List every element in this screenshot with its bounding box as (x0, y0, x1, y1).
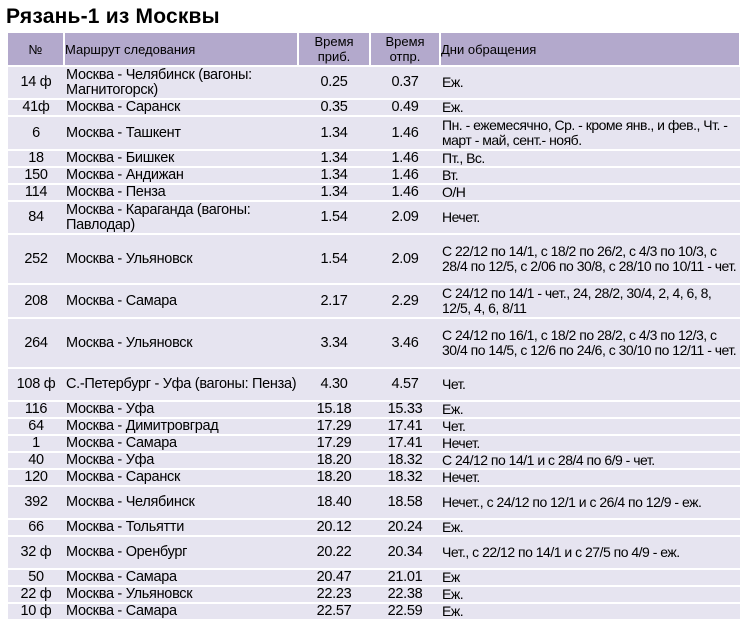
route: Москва - Караганда (вагоны: Павлодар) (64, 201, 298, 234)
train-number: 41ф (8, 99, 64, 116)
operating-days: О/Н (440, 184, 740, 201)
route: Москва - Андижан (64, 167, 298, 184)
operating-days: Нечет. (440, 435, 740, 452)
arrival-time: 1.34 (298, 184, 370, 201)
table-row (8, 401, 740, 418)
route: Москва - Уфа (64, 401, 298, 418)
table-row (8, 569, 740, 586)
train-number: 120 (8, 469, 64, 486)
route: Москва - Самара (64, 435, 298, 452)
operating-days: Еж. (440, 99, 740, 116)
arrival-time: 20.12 (298, 519, 370, 536)
header-route: Маршрут следования (64, 33, 298, 66)
departure-time: 22.59 (370, 603, 440, 620)
train-number: 10 ф (8, 603, 64, 620)
header-days: Дни обращения (440, 33, 740, 66)
arrival-time: 22.57 (298, 603, 370, 620)
arrival-time: 18.20 (298, 469, 370, 486)
table-row (8, 603, 740, 620)
operating-days: Чет., с 22/12 по 14/1 и с 27/5 по 4/9 - еж. (440, 536, 740, 569)
route: Москва - Саранск (64, 99, 298, 116)
departure-time: 2.09 (370, 234, 440, 284)
table-row (8, 519, 740, 536)
train-number: 108 ф (8, 368, 64, 401)
train-number: 84 (8, 201, 64, 234)
train-number: 66 (8, 519, 64, 536)
operating-days: Чет. (440, 418, 740, 435)
arrival-time: 22.23 (298, 586, 370, 603)
arrival-time: 0.25 (298, 66, 370, 99)
header-number: № (8, 33, 64, 66)
route: Москва - Самара (64, 284, 298, 318)
arrival-time: 17.29 (298, 435, 370, 452)
schedule-body (8, 66, 740, 620)
route: С.-Петербург - Уфа (вагоны: Пенза) (64, 368, 298, 401)
route: Москва - Саранск (64, 469, 298, 486)
operating-days: С 22/12 по 14/1, с 18/2 по 26/2, с 4/3 по 10/3, с 28/4 по 12/5, с 2/06 по 30/8, с 28/10 по 10/11 - чет. (440, 234, 740, 284)
train-number: 1 (8, 435, 64, 452)
departure-time: 0.37 (370, 66, 440, 99)
table-row (8, 318, 740, 368)
departure-time: 21.01 (370, 569, 440, 586)
departure-time: 3.46 (370, 318, 440, 368)
route: Москва - Самара (64, 569, 298, 586)
train-number: 64 (8, 418, 64, 435)
arrival-time: 1.34 (298, 167, 370, 184)
table-row (8, 435, 740, 452)
operating-days: Еж. (440, 586, 740, 603)
arrival-time: 15.18 (298, 401, 370, 418)
route: Москва - Челябинск (вагоны: Магнитогорск) (64, 66, 298, 99)
arrival-time: 1.54 (298, 234, 370, 284)
departure-time: 2.29 (370, 284, 440, 318)
departure-time: 22.38 (370, 586, 440, 603)
operating-days: Еж. (440, 603, 740, 620)
route: Москва - Уфа (64, 452, 298, 469)
table-row (8, 368, 740, 401)
table-row (8, 167, 740, 184)
route: Москва - Тольятти (64, 519, 298, 536)
route: Москва - Пенза (64, 184, 298, 201)
train-number: 208 (8, 284, 64, 318)
departure-time: 1.46 (370, 116, 440, 150)
departure-time: 17.41 (370, 435, 440, 452)
departure-time: 0.49 (370, 99, 440, 116)
table-row (8, 116, 740, 150)
operating-days: Еж. (440, 401, 740, 418)
departure-time: 18.32 (370, 469, 440, 486)
route: Москва - Челябинск (64, 486, 298, 519)
route: Москва - Оренбург (64, 536, 298, 569)
train-number: 392 (8, 486, 64, 519)
arrival-time: 1.34 (298, 116, 370, 150)
departure-time: 4.57 (370, 368, 440, 401)
operating-days: Нечет. (440, 469, 740, 486)
route: Москва - Ташкент (64, 116, 298, 150)
table-row (8, 150, 740, 167)
table-row (8, 469, 740, 486)
operating-days: Пн. - ежемесячно, Ср. - кроме янв., и фев., Чт. - март - май, сент.- нояб. (440, 116, 740, 150)
route: Москва - Ульяновск (64, 318, 298, 368)
table-row (8, 201, 740, 234)
arrival-time: 1.34 (298, 150, 370, 167)
page-title: Рязань-1 из Москвы (6, 5, 220, 28)
train-number: 50 (8, 569, 64, 586)
operating-days: С 24/12 по 14/1 и с 28/4 по 6/9 - чет. (440, 452, 740, 469)
departure-time: 1.46 (370, 150, 440, 167)
departure-time: 17.41 (370, 418, 440, 435)
train-number: 116 (8, 401, 64, 418)
arrival-time: 20.47 (298, 569, 370, 586)
route: Москва - Димитровград (64, 418, 298, 435)
train-number: 264 (8, 318, 64, 368)
table-row (8, 99, 740, 116)
table-row (8, 452, 740, 469)
arrival-time: 3.34 (298, 318, 370, 368)
departure-time: 2.09 (370, 201, 440, 234)
schedule-table (8, 33, 741, 621)
operating-days: Еж (440, 569, 740, 586)
operating-days: Еж. (440, 519, 740, 536)
operating-days: Еж. (440, 66, 740, 99)
arrival-time: 18.40 (298, 486, 370, 519)
table-row (8, 486, 740, 519)
table-row (8, 536, 740, 569)
train-number: 40 (8, 452, 64, 469)
train-number: 14 ф (8, 66, 64, 99)
header-arrival: Время приб. (298, 33, 370, 66)
header-departure: Время отпр. (370, 33, 440, 66)
operating-days: С 24/12 по 16/1, с 18/2 по 28/2, с 4/3 по 12/3, с 30/4 по 14/5, с 12/6 по 24/6, с 30/10 по 12/11 - чет. (440, 318, 740, 368)
arrival-time: 17.29 (298, 418, 370, 435)
train-number: 22 ф (8, 586, 64, 603)
operating-days: Нечет., с 24/12 по 12/1 и с 26/4 по 12/9 - еж. (440, 486, 740, 519)
table-row (8, 586, 740, 603)
route: Москва - Ульяновск (64, 586, 298, 603)
train-number: 252 (8, 234, 64, 284)
route: Москва - Бишкек (64, 150, 298, 167)
departure-time: 18.58 (370, 486, 440, 519)
operating-days: Нечет. (440, 201, 740, 234)
departure-time: 20.24 (370, 519, 440, 536)
operating-days: Пт., Вс. (440, 150, 740, 167)
table-row (8, 284, 740, 318)
departure-time: 1.46 (370, 184, 440, 201)
route: Москва - Самара (64, 603, 298, 620)
operating-days: С 24/12 по 14/1 - чет., 24, 28/2, 30/4, 2, 4, 6, 8, 12/5, 4, 6, 8/11 (440, 284, 740, 318)
train-number: 150 (8, 167, 64, 184)
arrival-time: 20.22 (298, 536, 370, 569)
route: Москва - Ульяновск (64, 234, 298, 284)
train-number: 114 (8, 184, 64, 201)
operating-days: Вт. (440, 167, 740, 184)
train-number: 18 (8, 150, 64, 167)
table-row (8, 66, 740, 99)
departure-time: 1.46 (370, 167, 440, 184)
arrival-time: 0.35 (298, 99, 370, 116)
table-row (8, 234, 740, 284)
table-row (8, 418, 740, 435)
departure-time: 18.32 (370, 452, 440, 469)
operating-days: Чет. (440, 368, 740, 401)
departure-time: 15.33 (370, 401, 440, 418)
table-header-row (8, 33, 740, 66)
arrival-time: 1.54 (298, 201, 370, 234)
table-row (8, 184, 740, 201)
train-number: 6 (8, 116, 64, 150)
departure-time: 20.34 (370, 536, 440, 569)
arrival-time: 4.30 (298, 368, 370, 401)
arrival-time: 18.20 (298, 452, 370, 469)
train-number: 32 ф (8, 536, 64, 569)
arrival-time: 2.17 (298, 284, 370, 318)
